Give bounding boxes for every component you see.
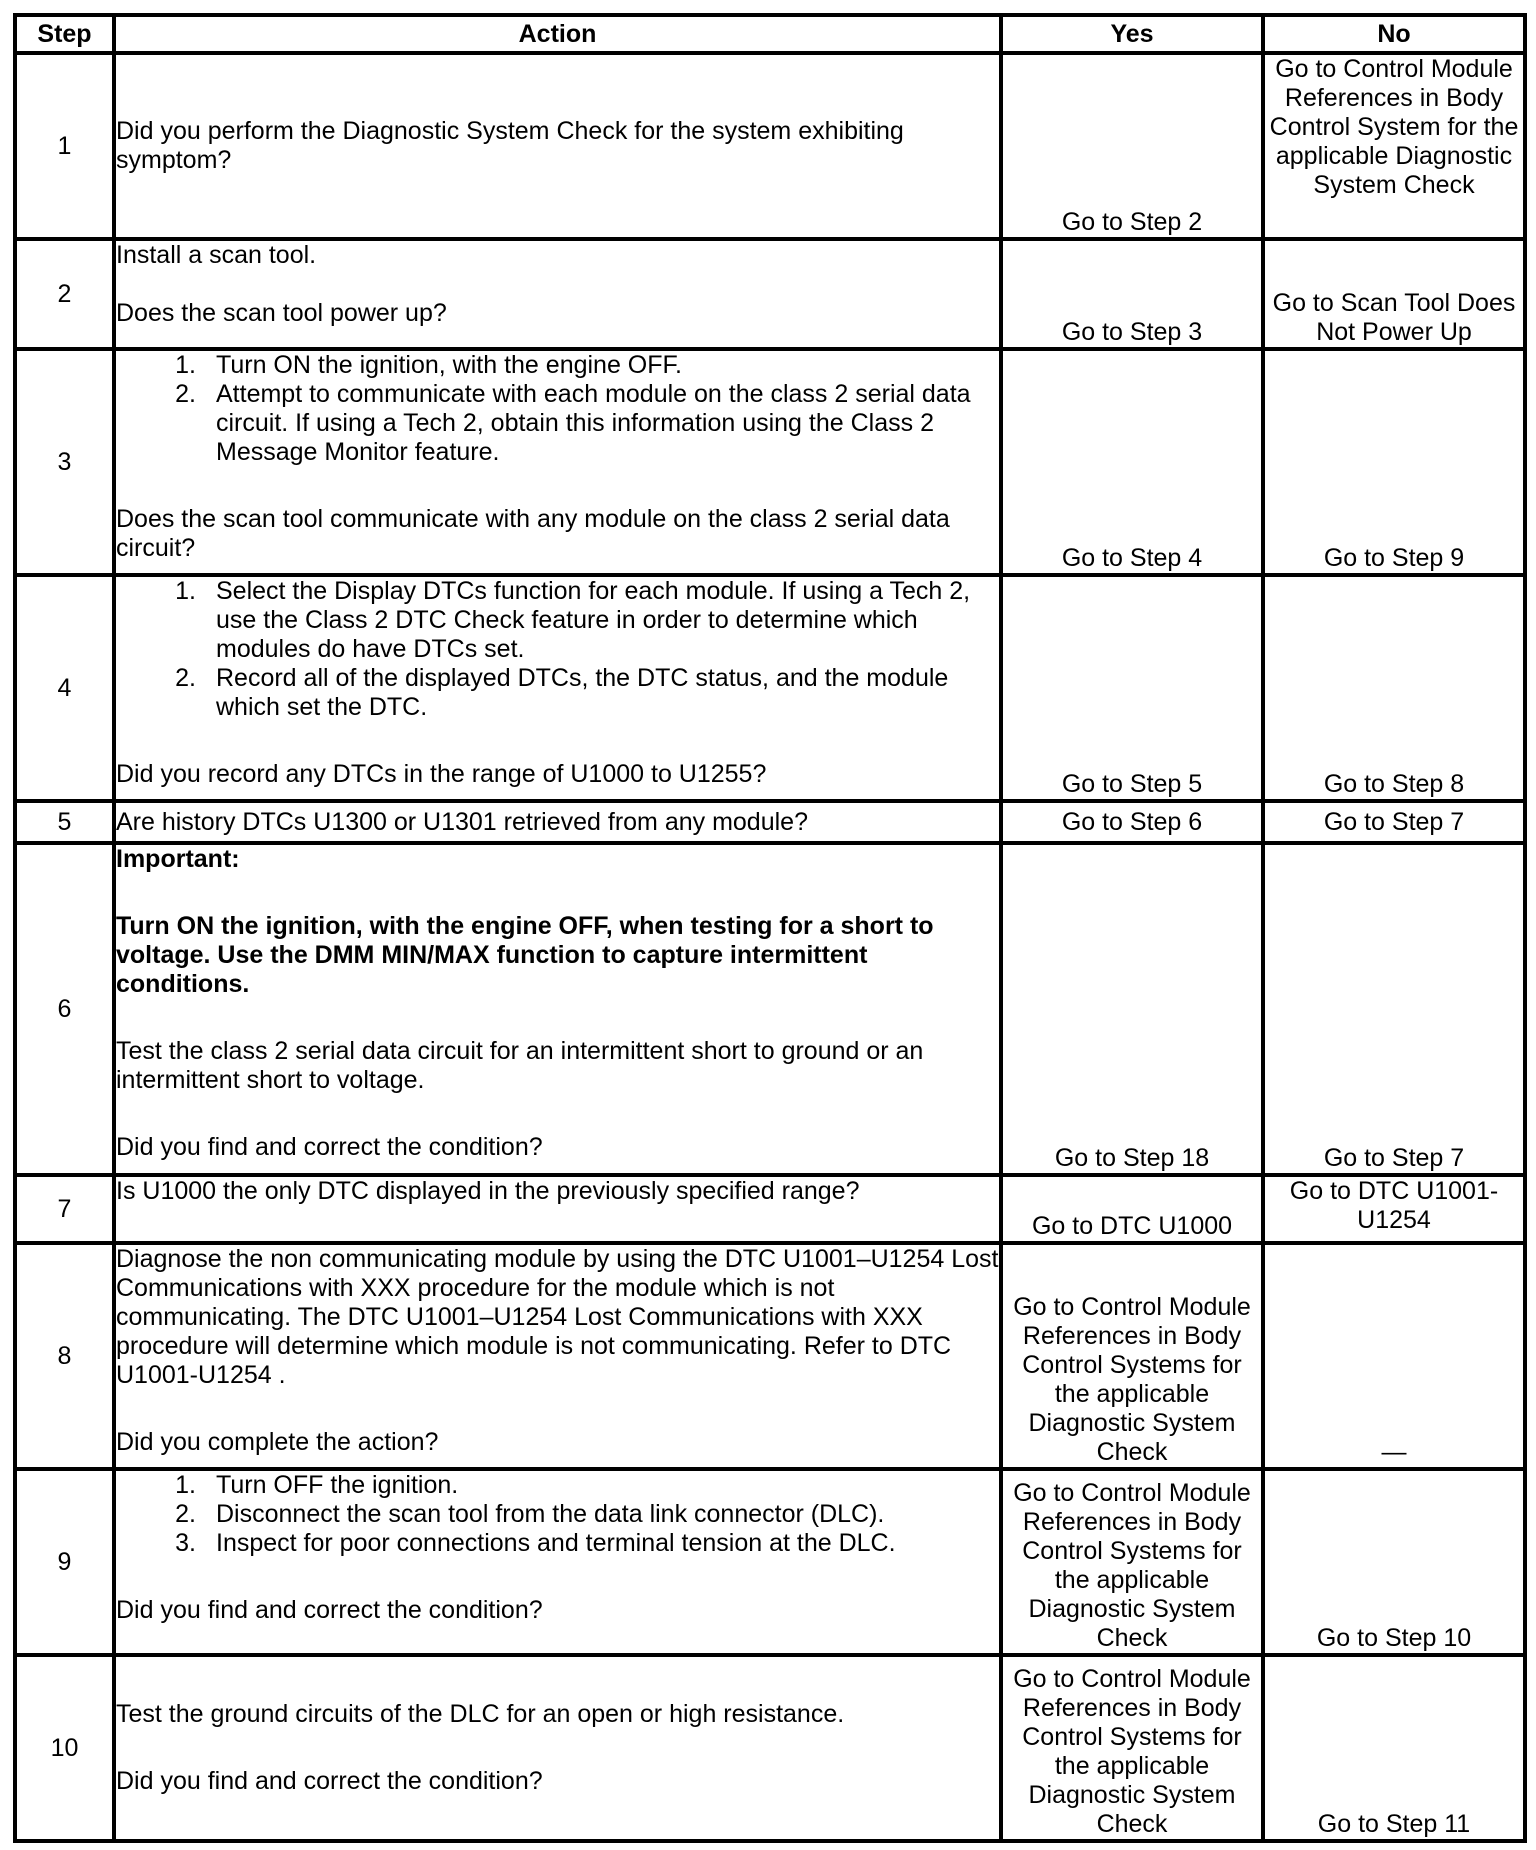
yes-cell: Go to Control Module References in Body Control Systems for the applicable Diagnostic System Check xyxy=(1001,1655,1263,1841)
table-row xyxy=(15,843,1525,1175)
action-cell xyxy=(114,239,1001,349)
no-cell: Go to Step 10 xyxy=(1263,1469,1525,1655)
action-question: Is U1000 the only DTC displayed in the previously specified range? xyxy=(116,1177,860,1205)
list-item-number: 1. xyxy=(175,577,196,605)
table-row xyxy=(15,1655,1525,1841)
header-yes: Yes xyxy=(1001,15,1263,53)
step-number: 10 xyxy=(15,1655,114,1841)
table-row xyxy=(15,1175,1525,1243)
action-steps-list xyxy=(116,351,999,467)
list-item-text: Inspect for poor connections and terminal tension at the DLC. xyxy=(216,1529,896,1557)
action-cell xyxy=(114,575,1001,801)
action-question: Did you perform the Diagnostic System Check for the system exhibiting symptom? xyxy=(116,117,904,174)
list-item-text: Select the Display DTCs function for each module. If using a Tech 2, use the Class 2 DTC Check feature in order to determine which modules do have DTCs set. xyxy=(216,577,971,663)
header-no: No xyxy=(1263,15,1525,53)
step-number: 2 xyxy=(15,239,114,349)
action-cell xyxy=(114,1175,1001,1243)
list-item xyxy=(116,380,999,467)
action-question: Does the scan tool communicate with any module on the class 2 serial data circuit? xyxy=(116,505,950,562)
list-item-text: Turn OFF the ignition. xyxy=(216,1471,459,1499)
action-question: Did you find and correct the condition? xyxy=(116,1596,543,1624)
list-item xyxy=(116,1500,999,1529)
table-row xyxy=(15,1469,1525,1655)
step-number: 7 xyxy=(15,1175,114,1243)
table-row xyxy=(15,575,1525,801)
list-item-number: 3. xyxy=(175,1529,196,1557)
list-item-number: 2. xyxy=(175,664,196,692)
yes-cell: Go to Step 18 xyxy=(1001,843,1263,1175)
yes-cell: Go to Step 6 xyxy=(1001,801,1263,843)
action-cell xyxy=(114,801,1001,843)
list-item-text: Disconnect the scan tool from the data link connector (DLC). xyxy=(216,1500,885,1528)
yes-cell: Go to Control Module References in Body Control Systems for the applicable Diagnostic System Check xyxy=(1001,1243,1263,1469)
step-number: 3 xyxy=(15,349,114,575)
action-text: Test the class 2 serial data circuit for an intermittent short to ground or an intermittent short to voltage. xyxy=(116,1037,924,1094)
list-item xyxy=(116,664,999,722)
step-number: 6 xyxy=(15,843,114,1175)
header-step: Step xyxy=(15,15,114,53)
action-cell xyxy=(114,53,1001,239)
action-steps-list xyxy=(116,1471,999,1558)
action-text: Test the ground circuits of the DLC for an open or high resistance. xyxy=(116,1700,845,1728)
action-question: Did you record any DTCs in the range of U1000 to U1255? xyxy=(116,760,767,788)
diagnostic-table xyxy=(13,13,1527,1843)
table-row xyxy=(15,239,1525,349)
action-question: Did you find and correct the condition? xyxy=(116,1767,543,1795)
yes-cell: Go to Step 2 xyxy=(1001,53,1263,239)
header-action: Action xyxy=(114,15,1001,53)
action-cell xyxy=(114,1469,1001,1655)
important-note: Turn ON the ignition, with the engine OFF, when testing for a short to voltage. Use the DMM MIN/MAX function to capture intermittent conditions. xyxy=(116,912,934,998)
table-row xyxy=(15,801,1525,843)
yes-cell: Go to Control Module References in Body Control Systems for the applicable Diagnostic System Check xyxy=(1001,1469,1263,1655)
action-cell xyxy=(114,349,1001,575)
yes-cell: Go to Step 3 xyxy=(1001,239,1263,349)
step-number: 4 xyxy=(15,575,114,801)
action-question: Are history DTCs U1300 or U1301 retrieved from any module? xyxy=(116,807,808,836)
no-cell: Go to Control Module References in Body Control System for the applicable Diagnostic System Check xyxy=(1263,53,1525,239)
list-item-text: Record all of the displayed DTCs, the DTC status, and the module which set the DTC. xyxy=(216,664,949,721)
action-cell xyxy=(114,843,1001,1175)
no-cell: Go to Step 7 xyxy=(1263,801,1525,843)
list-item-text: Turn ON the ignition, with the engine OFF. xyxy=(216,351,682,379)
yes-cell: Go to DTC U1000 xyxy=(1001,1175,1263,1243)
list-item-text: Attempt to communicate with each module on the class 2 serial data circuit. If using a Tech 2, obtain this information using the Class 2 Message Monitor feature. xyxy=(216,380,971,466)
step-number: 9 xyxy=(15,1469,114,1655)
table-row xyxy=(15,53,1525,239)
list-item xyxy=(116,577,999,664)
list-item xyxy=(116,1529,999,1558)
no-cell: Go to Step 8 xyxy=(1263,575,1525,801)
list-item-number: 2. xyxy=(175,1500,196,1528)
action-text: Install a scan tool. xyxy=(116,241,317,269)
step-number: 1 xyxy=(15,53,114,239)
no-cell: Go to DTC U1001-U1254 xyxy=(1263,1175,1525,1243)
step-number: 5 xyxy=(15,801,114,843)
action-question: Did you find and correct the condition? xyxy=(116,1133,543,1161)
yes-cell: Go to Step 5 xyxy=(1001,575,1263,801)
list-item-number: 2. xyxy=(175,380,196,408)
no-cell: Go to Step 11 xyxy=(1263,1655,1525,1841)
list-item xyxy=(116,351,999,380)
no-cell: Go to Scan Tool Does Not Power Up xyxy=(1263,239,1525,349)
action-cell xyxy=(114,1655,1001,1841)
header-row xyxy=(15,15,1525,53)
action-cell xyxy=(114,1243,1001,1469)
action-steps-list xyxy=(116,577,999,722)
yes-cell: Go to Step 4 xyxy=(1001,349,1263,575)
table-row xyxy=(15,1243,1525,1469)
no-cell: Go to Step 7 xyxy=(1263,843,1525,1175)
important-label: Important: xyxy=(116,845,240,873)
no-cell: — xyxy=(1263,1243,1525,1469)
action-question: Did you complete the action? xyxy=(116,1428,439,1456)
action-text: Diagnose the non communicating module by using the DTC U1001–U1254 Lost Communications with XXX procedure for the module which is not communicating. The DTC U1001–U1254 Lost Communications with XXX procedure will determine which module is not communicating. Refer to DTC U1001-U1254 . xyxy=(116,1245,999,1389)
list-item-number: 1. xyxy=(175,351,196,379)
action-question: Does the scan tool power up? xyxy=(116,299,447,327)
list-item xyxy=(116,1471,999,1500)
table-row xyxy=(15,349,1525,575)
no-cell: Go to Step 9 xyxy=(1263,349,1525,575)
step-number: 8 xyxy=(15,1243,114,1469)
list-item-number: 1. xyxy=(175,1471,196,1499)
